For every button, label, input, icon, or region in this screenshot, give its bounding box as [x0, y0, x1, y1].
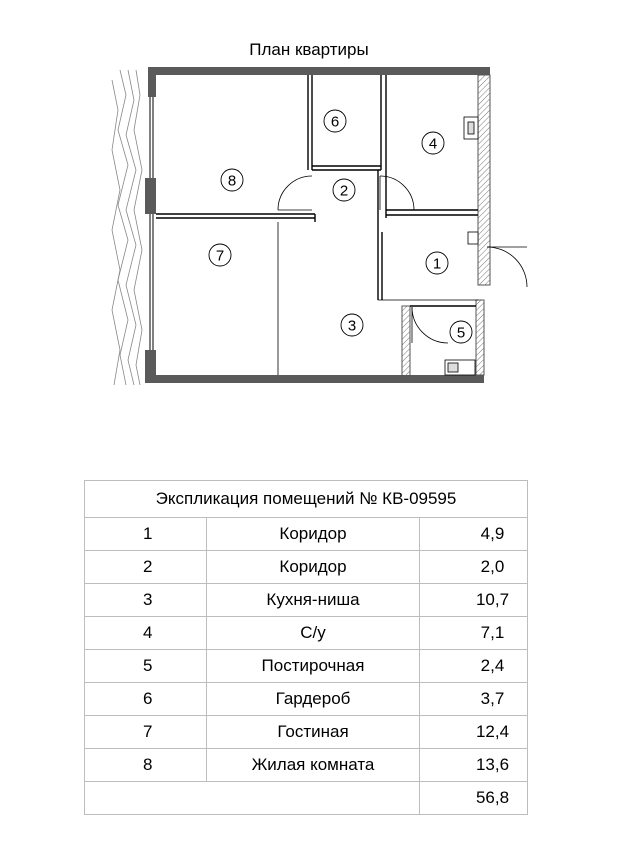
room-number: 8: [85, 749, 207, 782]
room-name: Жилая комната: [207, 749, 420, 782]
room-number: 2: [85, 551, 207, 584]
room-number-4: 4: [428, 135, 438, 153]
room-label-1: [426, 252, 448, 274]
hatched-wall-laundry: [402, 306, 410, 376]
room-number-3: 3: [347, 317, 357, 335]
room-area: 10,7: [420, 584, 528, 617]
room-name: Гардероб: [207, 683, 420, 716]
room-number: 1: [85, 518, 207, 551]
room-area: 13,6: [420, 749, 528, 782]
room-number-1: 1: [432, 255, 442, 273]
inner-walls: [156, 75, 478, 375]
room-number: 4: [85, 617, 207, 650]
room-name: Постирочная: [207, 650, 420, 683]
explication-table: [84, 480, 528, 815]
room-label-2: [333, 179, 355, 201]
room-area: 2,4: [420, 650, 528, 683]
room-number-6: 6: [330, 113, 340, 131]
room-label-6: [324, 110, 346, 132]
outer-walls: [145, 67, 490, 383]
room-number: 7: [85, 716, 207, 749]
room-label-5: [450, 321, 472, 343]
room-name: С/у: [207, 617, 420, 650]
total-area: 56,8: [420, 782, 528, 815]
room-area: 7,1: [420, 617, 528, 650]
room-number-7: 7: [215, 247, 225, 265]
floor-plan: [0, 0, 618, 420]
room-name: Коридор: [207, 551, 420, 584]
room-name: Гостиная: [207, 716, 420, 749]
room-area: 12,4: [420, 716, 528, 749]
table-row: [85, 749, 528, 782]
room-label-7: [209, 244, 231, 266]
hatched-wall: [478, 75, 490, 285]
room-label-4: [422, 132, 444, 154]
room-number: 3: [85, 584, 207, 617]
room-area: 3,7: [420, 683, 528, 716]
table-row: [85, 551, 528, 584]
table-header-row: [85, 481, 528, 518]
table-row: [85, 584, 528, 617]
table-row: [85, 683, 528, 716]
table-row: [85, 716, 528, 749]
facade-lines: [112, 70, 142, 385]
room-number-5: 5: [456, 324, 466, 342]
room-number-8: 8: [227, 172, 237, 190]
total-empty-cell: [85, 782, 420, 815]
room-number-2: 2: [339, 182, 349, 200]
table-row: [85, 650, 528, 683]
room-number: 6: [85, 683, 207, 716]
room-number: 5: [85, 650, 207, 683]
table-total-row: [85, 782, 528, 815]
table-header: Экспликация помещений № КВ-09595: [85, 481, 528, 518]
table-row: [85, 518, 528, 551]
table-row: [85, 617, 528, 650]
room-name: Коридор: [207, 518, 420, 551]
room-label-3: [341, 314, 363, 336]
room-area: 2,0: [420, 551, 528, 584]
plan-title: План квартиры: [249, 40, 369, 59]
room-name: Кухня-ниша: [207, 584, 420, 617]
room-area: 4,9: [420, 518, 528, 551]
room-label-8: [221, 169, 243, 191]
window-left: [150, 97, 153, 350]
hatched-wall-lower: [476, 300, 484, 375]
